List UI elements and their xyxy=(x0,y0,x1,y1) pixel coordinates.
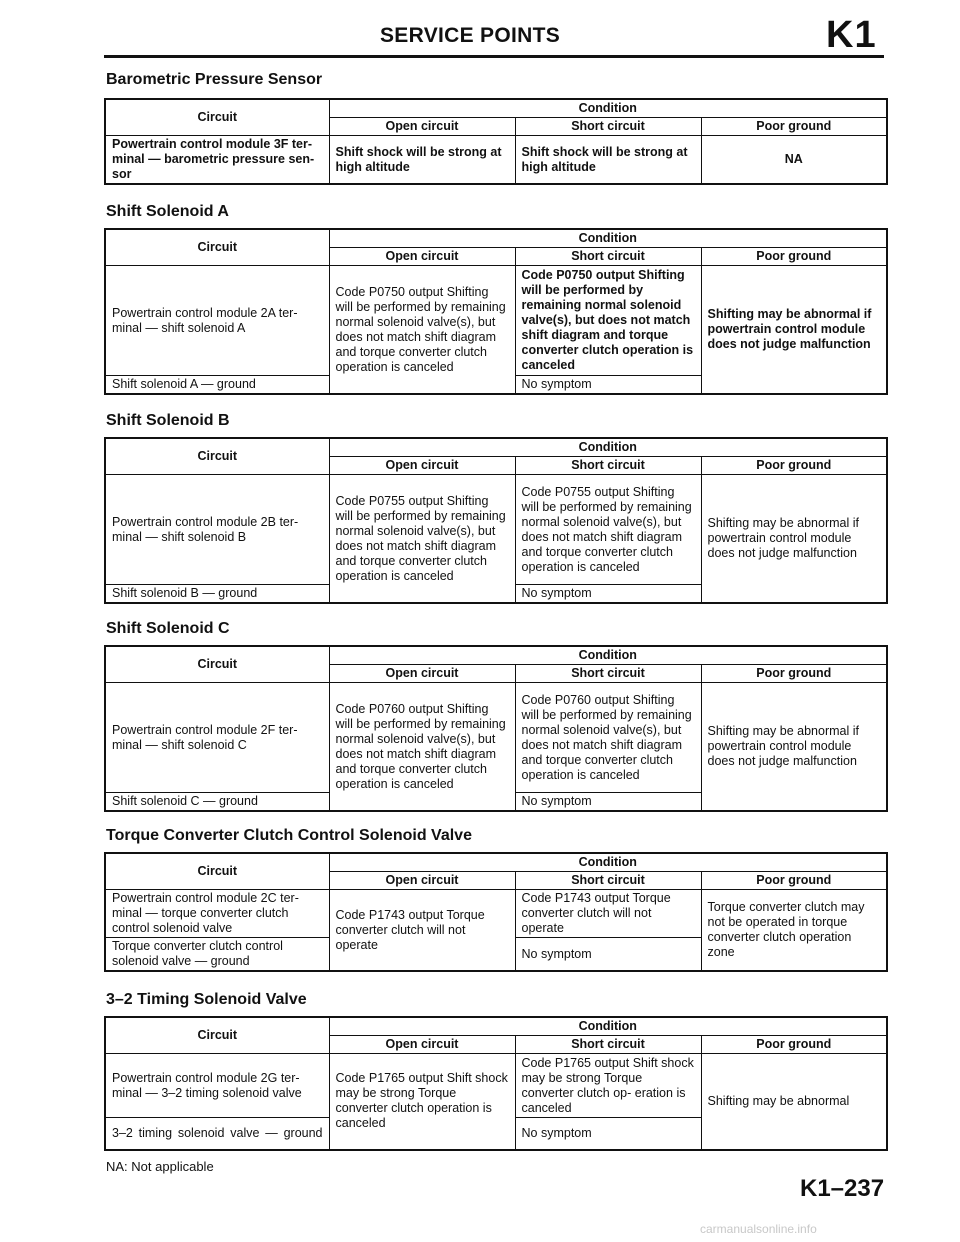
header-open-circuit: Open circuit xyxy=(329,872,515,890)
poor-ground-cell: Shifting may be abnormal xyxy=(701,1054,887,1150)
table-shift-solenoid-b xyxy=(104,437,888,604)
section-title-tcc-solenoid: Torque Converter Clutch Control Solenoid Valve xyxy=(106,827,472,844)
header-short-circuit: Short circuit xyxy=(515,457,701,475)
header-short-circuit: Short circuit xyxy=(515,248,701,266)
poor-ground-cell: NA xyxy=(701,136,887,185)
header-condition: Condition xyxy=(329,99,887,118)
header-condition: Condition xyxy=(329,229,887,248)
header-poor-ground: Poor ground xyxy=(701,665,887,683)
header-short-circuit: Short circuit xyxy=(515,872,701,890)
circuit-cell: Powertrain control module 2G ter- minal — 3–2 timing solenoid valve xyxy=(105,1054,329,1118)
header-circuit: Circuit xyxy=(105,1017,329,1054)
short-circuit-ground-cell: No symptom xyxy=(515,938,701,972)
page-number: K1–237 xyxy=(800,1175,885,1202)
circuit-ground-cell: 3–2 timing solenoid valve — ground xyxy=(105,1118,329,1150)
header-condition: Condition xyxy=(329,438,887,457)
footnote: NA: Not applicable xyxy=(106,1159,214,1174)
header-condition: Condition xyxy=(329,1017,887,1036)
watermark: carmanualsonline.info xyxy=(700,1222,817,1236)
circuit-cell: Powertrain control module 2A ter- minal — shift solenoid A xyxy=(105,266,329,376)
table-tcc-solenoid xyxy=(104,852,888,972)
header-poor-ground: Poor ground xyxy=(701,1036,887,1054)
header-condition: Condition xyxy=(329,853,887,872)
header-open-circuit: Open circuit xyxy=(329,457,515,475)
page-title: SERVICE POINTS xyxy=(380,24,561,47)
poor-ground-cell: Torque converter clutch may not be operated in torque converter clutch operation zone xyxy=(701,890,887,972)
header-rule xyxy=(104,55,884,58)
circuit-cell: Powertrain control module 3F ter- minal — barometric pressure sen- sor xyxy=(105,136,329,185)
header-poor-ground: Poor ground xyxy=(701,248,887,266)
short-circuit-cell: Code P0750 output Shifting will be performed by remaining normal solenoid valve(s), but does not match shift diagram and torque converter clutch operation is canceled xyxy=(515,266,701,376)
open-circuit-cell: Code P0750 output Shifting will be performed by remaining normal solenoid valve(s), but does not match shift diagram and torque converter clutch operation is canceled xyxy=(329,266,515,395)
table-shift-solenoid-c xyxy=(104,645,888,812)
open-circuit-cell: Code P0755 output Shifting will be performed by remaining normal solenoid valve(s), but does not match shift diagram and torque converter clutch operation is canceled xyxy=(329,475,515,604)
circuit-cell: Powertrain control module 2C ter- minal — torque converter clutch control solenoid valve xyxy=(105,890,329,938)
short-circuit-ground-cell: No symptom xyxy=(515,585,701,604)
section-title-timing-solenoid: 3–2 Timing Solenoid Valve xyxy=(106,991,307,1008)
poor-ground-cell: Shifting may be abnormal if powertrain control module does not judge malfunction xyxy=(701,683,887,812)
section-code: K1 xyxy=(826,14,877,56)
short-circuit-cell: Shift shock will be strong at high altitude xyxy=(515,136,701,185)
header-open-circuit: Open circuit xyxy=(329,248,515,266)
short-circuit-cell: Code P0760 output Shifting will be performed by remaining normal solenoid valve(s), but does not match shift diagram and torque converter clutch operation is canceled xyxy=(515,683,701,793)
open-circuit-cell: Shift shock will be strong at high altitude xyxy=(329,136,515,185)
table-shift-solenoid-a xyxy=(104,228,888,395)
circuit-ground-cell: Shift solenoid C — ground xyxy=(105,793,329,812)
header-circuit: Circuit xyxy=(105,853,329,890)
short-circuit-ground-cell: No symptom xyxy=(515,793,701,812)
section-title-shift-solenoid-c: Shift Solenoid C xyxy=(106,620,230,637)
open-circuit-cell: Code P1743 output Torque converter clutch will not operate xyxy=(329,890,515,972)
circuit-cell: Powertrain control module 2F ter- minal — shift solenoid C xyxy=(105,683,329,793)
section-title-shift-solenoid-a: Shift Solenoid A xyxy=(106,203,229,220)
header-short-circuit: Short circuit xyxy=(515,665,701,683)
table-barometric xyxy=(104,98,888,185)
header-circuit: Circuit xyxy=(105,229,329,266)
circuit-cell: Powertrain control module 2B ter- minal — shift solenoid B xyxy=(105,475,329,585)
header-open-circuit: Open circuit xyxy=(329,118,515,136)
header-poor-ground: Poor ground xyxy=(701,457,887,475)
header-poor-ground: Poor ground xyxy=(701,872,887,890)
header-poor-ground: Poor ground xyxy=(701,118,887,136)
circuit-ground-cell: Shift solenoid B — ground xyxy=(105,585,329,604)
circuit-ground-cell: Shift solenoid A — ground xyxy=(105,376,329,395)
header-open-circuit: Open circuit xyxy=(329,665,515,683)
short-circuit-cell: Code P0755 output Shifting will be performed by remaining normal solenoid valve(s), but does not match shift diagram and torque converter clutch operation is canceled xyxy=(515,475,701,585)
open-circuit-cell: Code P0760 output Shifting will be performed by remaining normal solenoid valve(s), but does not match shift diagram and torque converter clutch operation is canceled xyxy=(329,683,515,812)
short-circuit-cell: Code P1765 output Shift shock may be strong Torque converter clutch op- eration is canceled xyxy=(515,1054,701,1118)
header-open-circuit: Open circuit xyxy=(329,1036,515,1054)
poor-ground-cell: Shifting may be abnormal if powertrain control module does not judge malfunction xyxy=(701,266,887,395)
header-circuit: Circuit xyxy=(105,99,329,136)
open-circuit-cell: Code P1765 output Shift shock may be strong Torque converter clutch operation is canceled xyxy=(329,1054,515,1150)
section-title-barometric: Barometric Pressure Sensor xyxy=(106,71,323,88)
circuit-ground-cell: Torque converter clutch control solenoid valve — ground xyxy=(105,938,329,972)
header-circuit: Circuit xyxy=(105,646,329,683)
short-circuit-cell: Code P1743 output Torque converter clutch will not operate xyxy=(515,890,701,938)
header-circuit: Circuit xyxy=(105,438,329,475)
header-short-circuit: Short circuit xyxy=(515,1036,701,1054)
poor-ground-cell: Shifting may be abnormal if powertrain control module does not judge malfunction xyxy=(701,475,887,604)
short-circuit-ground-cell: No symptom xyxy=(515,376,701,395)
header-short-circuit: Short circuit xyxy=(515,118,701,136)
table-timing-solenoid xyxy=(104,1016,888,1151)
header-condition: Condition xyxy=(329,646,887,665)
section-title-shift-solenoid-b: Shift Solenoid B xyxy=(106,412,230,429)
short-circuit-ground-cell: No symptom xyxy=(515,1118,701,1150)
